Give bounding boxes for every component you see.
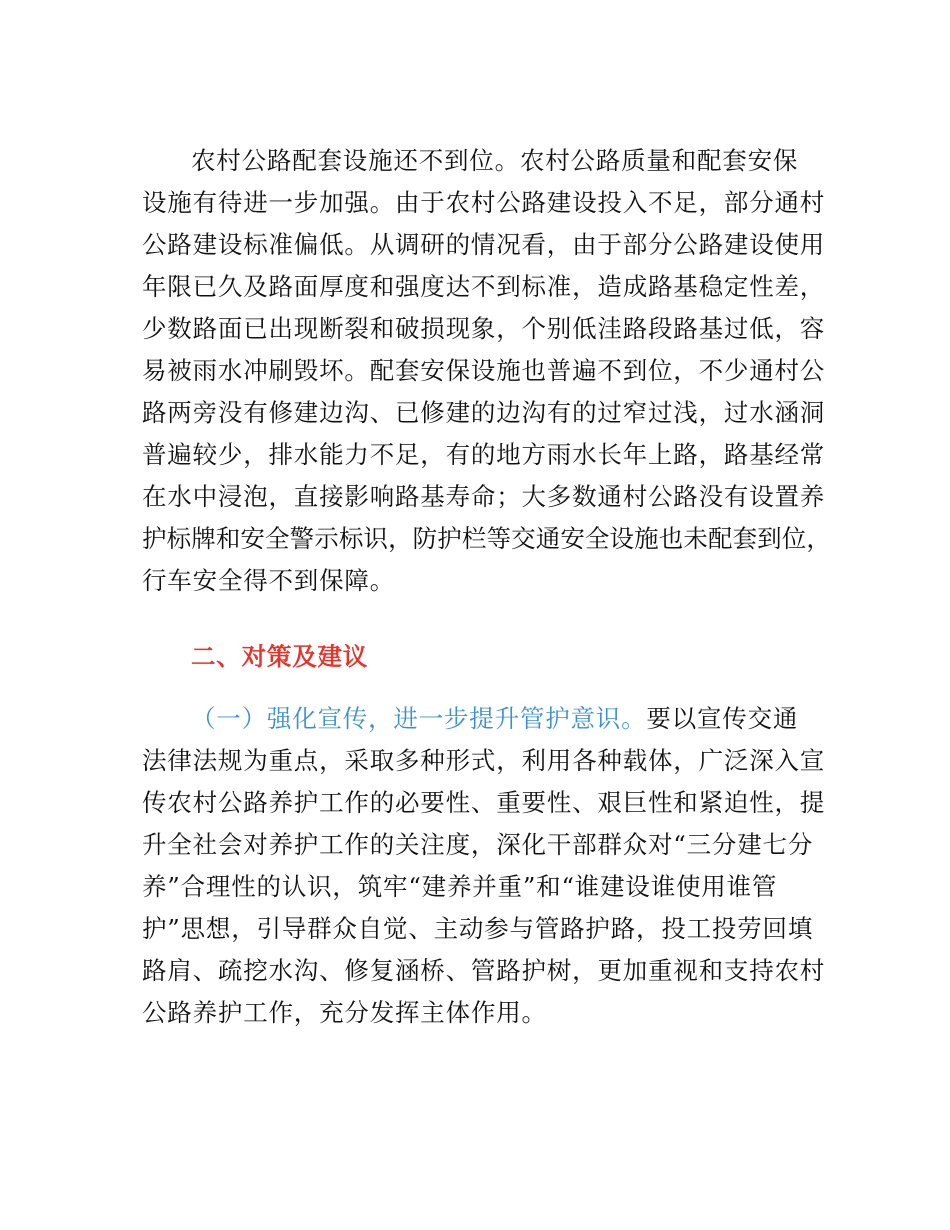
paragraph-line: 少数路面已出现断裂和破损现象，个别低洼路段路基过低，容 xyxy=(142,314,826,343)
paragraph-line: 行车安全得不到保障。 xyxy=(142,566,395,595)
paragraph-line: 路肩、疏挖水沟、修复涵桥、管路护树，更加重视和支持农村 xyxy=(142,956,826,985)
paragraph-line: 在水中浸泡，直接影响路基寿命；大多数通村公路没有设置养 xyxy=(142,482,826,511)
paragraph-road-facilities xyxy=(142,140,832,602)
paragraph-line: 养”合理性的认识，筑牢“建养并重”和“谁建设谁使用谁管 xyxy=(142,872,778,901)
paragraph-line: 设施有待进一步加强。由于农村公路建设投入不足，部分通村 xyxy=(142,188,826,217)
paragraph-publicity xyxy=(142,698,832,1034)
subheading: （一）强化宣传，进一步提升管护意识。 xyxy=(191,704,647,733)
paragraph-line: 路两旁没有修建边沟、已修建的边沟有的过窄过浅，过水涵洞 xyxy=(142,398,826,427)
paragraph-line: 升全社会对养护工作的关注度，深化干部群众对“三分建七分 xyxy=(142,830,814,859)
paragraph-first-line xyxy=(142,698,832,740)
paragraph-line: 农村公路配套设施还不到位。农村公路质量和配套安保 xyxy=(191,146,799,175)
paragraph-line: 公路养护工作，充分发挥主体作用。 xyxy=(142,998,547,1027)
paragraph-line: 年限已久及路面厚度和强度达不到标准，造成路基稳定性差， xyxy=(142,272,826,301)
paragraph-line: 护”思想，引导群众自觉、主动参与管路护路，投工投劳回填 xyxy=(142,914,814,943)
paragraph-line: 护标牌和安全警示标识，防护栏等交通安全设施也未配套到位， xyxy=(142,524,831,553)
paragraph-line: 普遍较少，排水能力不足，有的地方雨水长年上路，路基经常 xyxy=(142,440,826,469)
paragraph-line: 易被雨水冲刷毁坏。配套安保设施也普遍不到位，不少通村公 xyxy=(142,356,826,385)
paragraph-line-rest: 要以宣传交通 xyxy=(646,704,799,733)
section-heading: 二、对策及建议 xyxy=(191,642,369,671)
paragraph-line: 传农村公路养护工作的必要性、重要性、艰巨性和紧迫性，提 xyxy=(142,788,826,817)
paragraph-line: 公路建设标准偏低。从调研的情况看，由于部分公路建设使用 xyxy=(142,230,826,259)
paragraph-line: 法律法规为重点，采取多种形式，利用各种载体，广泛深入宣 xyxy=(142,746,826,775)
